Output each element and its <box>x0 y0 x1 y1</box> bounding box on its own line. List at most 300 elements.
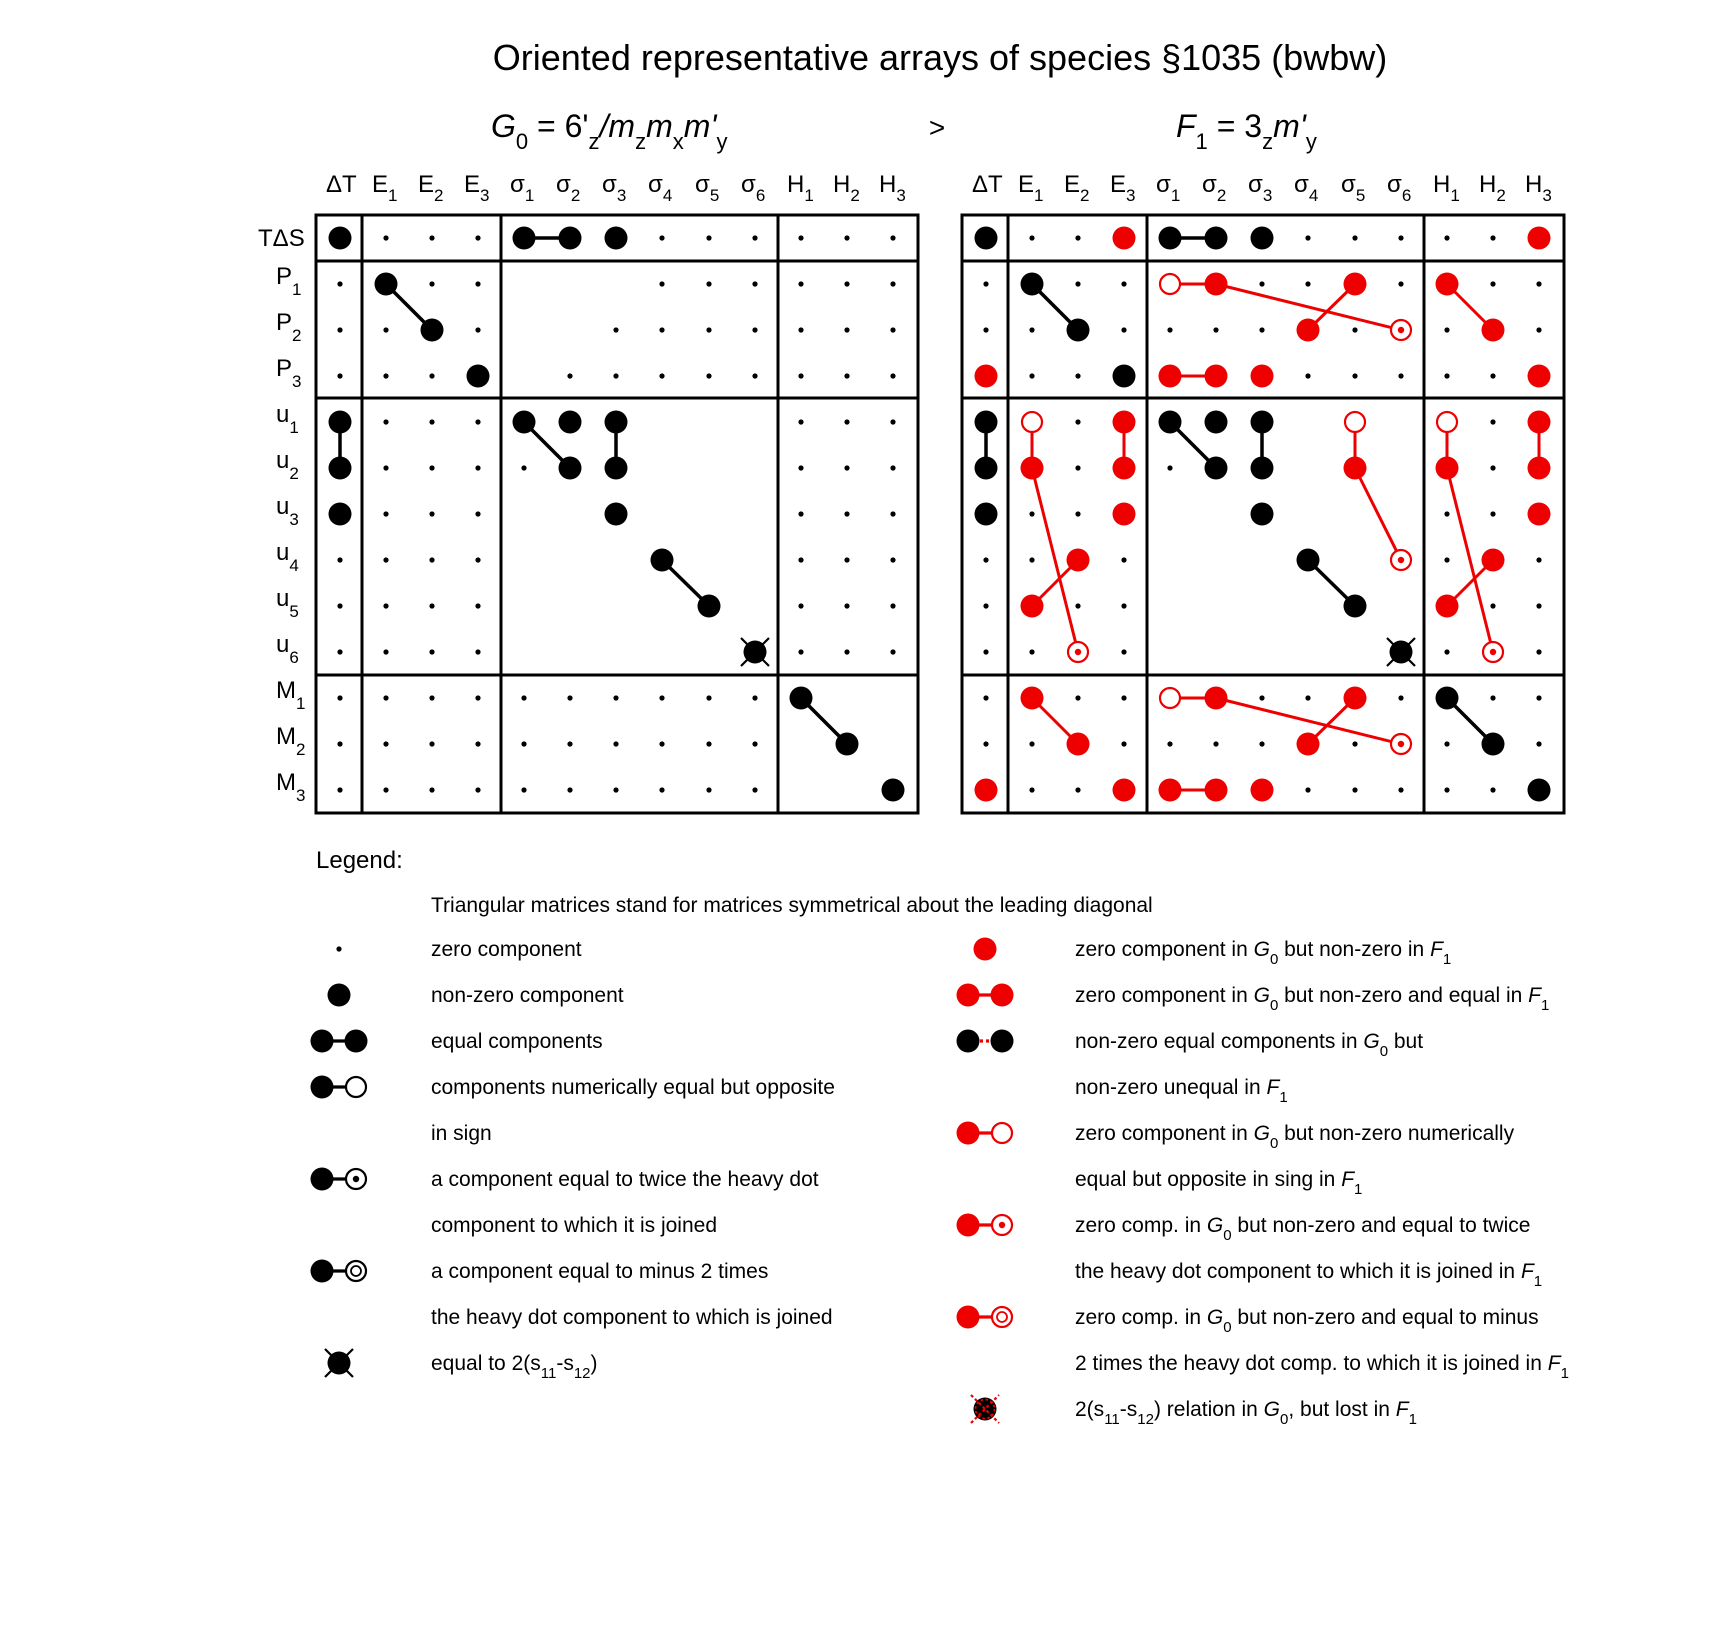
zero-component-dot <box>429 695 434 700</box>
zero-component-dot <box>383 465 388 470</box>
column-header-base: σ <box>556 171 571 198</box>
zero-component-dot <box>1536 741 1541 746</box>
mark-filled-circle <box>1205 227 1228 250</box>
legend-mark <box>957 1306 980 1329</box>
mark-small-dot <box>1213 741 1218 746</box>
mark-small-dot <box>475 557 480 562</box>
mark-small-dot <box>337 741 342 746</box>
mark-small-dot <box>1490 235 1495 240</box>
legend-subscript: 0 <box>1269 997 1279 1014</box>
mark-filled-circle <box>329 503 352 526</box>
column-header-subscript: 2 <box>1080 186 1090 205</box>
component-mark <box>605 411 628 434</box>
zero-component-dot <box>1444 373 1449 378</box>
mark-small-dot <box>383 557 388 562</box>
legend-text <box>1075 938 1451 968</box>
component-mark <box>1528 779 1551 802</box>
legend-subscript: 0 <box>1269 1135 1279 1152</box>
legend-run: equal to 2(s <box>431 1352 541 1375</box>
column-header <box>510 171 534 205</box>
column-header <box>648 171 672 205</box>
legend-run: the heavy dot component to which is joined <box>431 1306 833 1329</box>
mark-filled-circle <box>1159 227 1182 250</box>
row-label-base: u <box>276 447 290 474</box>
matrix-f1 <box>962 171 1564 813</box>
zero-component-dot <box>844 603 849 608</box>
row-label-subscript: 1 <box>289 418 299 437</box>
column-header-subscript: 2 <box>434 186 444 205</box>
legend-run: a component equal to minus 2 times <box>431 1260 769 1283</box>
mark-filled-circle <box>467 365 490 388</box>
mark-filled-circle <box>329 457 352 480</box>
zero-component-dot <box>521 465 526 470</box>
mark-small-dot <box>613 327 618 332</box>
mark-filled-circle <box>1436 457 1459 480</box>
component-mark <box>1344 273 1367 296</box>
legend-mark <box>346 1169 366 1189</box>
mark-small-dot <box>337 327 342 332</box>
mark-small-dot <box>1490 603 1495 608</box>
legend-subscript: 1 <box>1560 1365 1569 1382</box>
zero-component-dot <box>659 235 664 240</box>
component-mark <box>1205 227 1228 250</box>
legend-run: zero component <box>431 938 582 961</box>
mark-small-dot <box>1536 695 1541 700</box>
zero-component-dot <box>1536 649 1541 654</box>
zero-component-dot <box>890 649 895 654</box>
row-label <box>258 225 305 252</box>
mark-filled-circle <box>957 1030 980 1053</box>
legend-item <box>957 984 1550 1015</box>
mark-small-dot <box>1029 649 1034 654</box>
component-mark <box>1159 779 1182 802</box>
column-header-subscript: 1 <box>388 186 398 205</box>
legend-italic: G <box>1253 1122 1270 1145</box>
component-mark <box>1344 595 1367 618</box>
column-header-base: σ <box>741 171 756 198</box>
mark-filled-circle <box>1067 733 1090 756</box>
mark-small-dot <box>383 695 388 700</box>
mark-small-dot <box>475 649 480 654</box>
mark-small-dot <box>752 281 757 286</box>
mark-filled-circle <box>345 1030 368 1053</box>
mark-filled-circle <box>1251 779 1274 802</box>
component-mark <box>1483 642 1503 662</box>
mark-small-dot <box>1213 327 1218 332</box>
mark-small-dot <box>521 741 526 746</box>
zero-component-dot <box>429 281 434 286</box>
component-mark <box>741 638 769 666</box>
legend-item <box>957 1030 1424 1107</box>
zero-component-dot <box>752 327 757 332</box>
mark-small-dot <box>1075 235 1080 240</box>
row-label <box>276 263 301 299</box>
zero-component-dot <box>383 373 388 378</box>
column-header <box>879 171 906 205</box>
legend-mark <box>971 1395 999 1423</box>
mark-filled-circle <box>1297 319 1320 342</box>
zero-component-dot <box>1305 235 1310 240</box>
legend-italic: G <box>1206 1214 1224 1237</box>
mark-small-dot <box>1075 281 1080 286</box>
mark-small-dot <box>752 373 757 378</box>
legend-run: zero component in <box>1075 1122 1254 1145</box>
zero-component-dot <box>1029 511 1034 516</box>
component-mark <box>467 365 490 388</box>
mark-small-dot <box>844 327 849 332</box>
zero-component-dot <box>983 695 988 700</box>
legend-mark <box>957 1214 980 1237</box>
zero-component-dot <box>706 695 711 700</box>
mark-small-dot <box>475 235 480 240</box>
column-header-base: ΔT <box>972 171 1003 198</box>
legend-mark <box>328 984 351 1007</box>
mark-small-dot <box>1259 281 1264 286</box>
zero-component-dot <box>1352 741 1357 746</box>
zero-component-dot <box>1305 695 1310 700</box>
component-mark <box>1345 412 1365 432</box>
mark-small-dot <box>1167 327 1172 332</box>
zero-component-dot <box>383 787 388 792</box>
mark-filled-circle <box>1205 457 1228 480</box>
zero-component-dot <box>659 695 664 700</box>
zero-component-dot <box>798 419 803 424</box>
mark-small-dot <box>752 695 757 700</box>
group-subscript: y <box>716 129 728 154</box>
legend-run: but non-zero and equal to minus <box>1231 1306 1539 1329</box>
mark-filled-circle <box>1297 733 1320 756</box>
mark-small-dot <box>1352 327 1357 332</box>
legend-run: 2 times the heavy dot comp. to which it is joined in <box>1075 1352 1548 1375</box>
mark-small-dot <box>383 465 388 470</box>
mark-small-dot <box>659 741 664 746</box>
legend-text <box>431 1122 492 1145</box>
mark-filled-circle <box>311 1076 334 1099</box>
row-label-base: P <box>276 263 293 290</box>
column-header <box>1202 171 1226 205</box>
legend-run: zero component in <box>1075 984 1254 1007</box>
column-header-base: σ <box>648 171 663 198</box>
mark-filled-circle <box>605 457 628 480</box>
group-symbol-part: m' <box>683 108 717 144</box>
mark-small-dot <box>798 557 803 562</box>
legend-mark <box>991 1030 1014 1053</box>
column-header-base: H <box>833 171 851 198</box>
mark-small-dot <box>1398 281 1403 286</box>
legend-subscript: 1 <box>1354 1181 1363 1198</box>
zero-component-dot <box>983 327 988 332</box>
zero-component-dot <box>613 695 618 700</box>
mark-small-dot <box>1444 741 1449 746</box>
row-label-base: M <box>276 769 296 796</box>
component-mark <box>1387 638 1415 666</box>
column-header <box>1156 171 1180 205</box>
zero-component-dot <box>1444 327 1449 332</box>
zero-component-dot <box>706 235 711 240</box>
mark-small-dot <box>613 787 618 792</box>
zero-component-dot <box>1536 557 1541 562</box>
zero-component-dot <box>1213 741 1218 746</box>
legend-subscript: 1 <box>1442 951 1452 968</box>
component-mark <box>1113 503 1136 526</box>
matrix-links <box>340 238 847 744</box>
column-header <box>787 171 814 205</box>
mark-small-dot <box>844 373 849 378</box>
mark-filled-circle <box>1113 779 1136 802</box>
row-label <box>276 493 299 529</box>
legend-subscript: 11 <box>1104 1411 1120 1428</box>
mark-filled-circle <box>1021 457 1044 480</box>
legend-mark <box>311 1260 334 1283</box>
zero-component-dot <box>1075 603 1080 608</box>
component-mark <box>1251 365 1274 388</box>
column-header-base: H <box>1433 171 1451 198</box>
group-subscript: 0 <box>515 129 529 154</box>
zero-component-dot <box>1352 235 1357 240</box>
legend-text <box>1075 1214 1530 1244</box>
mark-small-dot <box>1029 741 1034 746</box>
mark-filled-circle <box>1159 365 1182 388</box>
component-mark <box>1205 457 1228 480</box>
legend-run: -s <box>1119 1398 1138 1421</box>
legend-run: ) <box>590 1352 598 1375</box>
mark-filled-circle <box>1251 457 1274 480</box>
mark-small-dot <box>1259 741 1264 746</box>
zero-component-dot <box>983 603 988 608</box>
mark-small-dot <box>1352 373 1357 378</box>
mark-small-dot <box>429 465 434 470</box>
legend-italic: G <box>1206 1306 1224 1329</box>
column-header-subscript: 2 <box>850 186 860 205</box>
legend-subscript: 1 <box>1533 1273 1543 1290</box>
mark-small-dot <box>1259 695 1264 700</box>
component-mark <box>1482 733 1505 756</box>
mark-small-dot <box>1305 373 1310 378</box>
zero-component-dot <box>890 235 895 240</box>
zero-component-dot <box>706 373 711 378</box>
mark-filled-circle <box>1436 687 1459 710</box>
group-symbol-part: /m <box>599 108 636 144</box>
legend-italic: G <box>1363 1030 1380 1053</box>
legend-item <box>957 1306 1569 1383</box>
mark-small-dot <box>890 557 895 562</box>
zero-component-dot <box>890 465 895 470</box>
mark-small-dot <box>475 787 480 792</box>
legend-item <box>957 1214 1543 1291</box>
zero-component-dot <box>429 419 434 424</box>
row-label <box>276 677 305 713</box>
mark-filled-circle <box>1159 779 1182 802</box>
component-mark <box>1437 412 1457 432</box>
legend-mark <box>992 1123 1012 1143</box>
zero-component-dot <box>337 373 342 378</box>
zero-component-dot <box>1029 373 1034 378</box>
zero-component-dot <box>429 603 434 608</box>
legend-text <box>1075 1398 1417 1428</box>
legend-subscript: 1 <box>1408 1411 1417 1428</box>
mark-small-dot <box>1536 603 1541 608</box>
column-header-subscript: 5 <box>709 186 720 205</box>
mark-filled-circle <box>1113 365 1136 388</box>
mark-small-dot <box>1167 465 1172 470</box>
mark-small-dot <box>1444 649 1449 654</box>
mark-small-dot <box>429 695 434 700</box>
component-mark <box>1297 549 1320 572</box>
zero-component-dot <box>798 281 803 286</box>
column-header-base: E <box>372 171 389 198</box>
zero-component-dot <box>844 235 849 240</box>
legend-text <box>1075 984 1549 1014</box>
zero-component-dot <box>1075 373 1080 378</box>
mark-small-dot <box>1398 373 1403 378</box>
zero-component-dot <box>383 419 388 424</box>
zero-component-dot <box>659 281 664 286</box>
mark-filled-circle <box>1113 227 1136 250</box>
column-header <box>372 171 397 205</box>
mark-small-dot <box>1305 235 1310 240</box>
mark-filled-circle <box>605 227 628 250</box>
zero-component-dot <box>337 281 342 286</box>
legend-mark <box>311 1168 334 1191</box>
legend-subscript: 0 <box>1269 951 1279 968</box>
mark-small-dot <box>337 373 342 378</box>
component-mark <box>1067 549 1090 572</box>
group-subscript: z <box>1262 129 1274 154</box>
row-label <box>276 631 299 667</box>
mark-small-dot <box>659 327 664 332</box>
zero-component-dot <box>1490 281 1495 286</box>
mark-small-dot <box>844 419 849 424</box>
mark-small-dot <box>613 695 618 700</box>
zero-component-dot <box>983 557 988 562</box>
mark-small-dot <box>844 511 849 516</box>
column-header-base: E <box>1064 171 1081 198</box>
mark-filled-circle <box>974 938 997 961</box>
column-header-subscript: 4 <box>1308 186 1319 205</box>
legend-italic: G <box>1253 938 1270 961</box>
mark-small-dot <box>1352 741 1357 746</box>
zero-component-dot <box>475 465 480 470</box>
mark-filled-circle <box>1344 273 1367 296</box>
zero-component-dot <box>1121 281 1126 286</box>
mark-small-dot <box>798 373 803 378</box>
mark-filled-circle <box>311 1030 334 1053</box>
legend-text <box>1075 1122 1515 1152</box>
mark-small-dot <box>1075 787 1080 792</box>
mark-small-dot <box>383 649 388 654</box>
column-header-subscript: 5 <box>1355 186 1366 205</box>
legend-mark <box>974 938 997 961</box>
legend-run: , but lost in <box>1288 1398 1396 1421</box>
zero-component-dot <box>1490 511 1495 516</box>
row-labels <box>258 225 305 805</box>
legend-italic: F <box>1395 1398 1409 1421</box>
legend-run: ) relation in <box>1153 1398 1264 1421</box>
mark-small-dot <box>383 373 388 378</box>
legend-mark <box>957 1030 980 1053</box>
zero-component-dot <box>429 511 434 516</box>
mark-small-dot <box>337 649 342 654</box>
figure-title: Oriented representative arrays of species §1035 (bwbw) <box>492 37 1388 78</box>
zero-component-dot <box>1075 787 1080 792</box>
mark-small-dot <box>890 235 895 240</box>
mark-filled-circle <box>1113 457 1136 480</box>
legend-subscript: 1 <box>1279 1089 1288 1106</box>
legend-run: but non-zero and equal to twice <box>1231 1214 1531 1237</box>
mark-small-dot <box>475 603 480 608</box>
group-subscript: 1 <box>1195 129 1208 154</box>
zero-component-dot <box>429 649 434 654</box>
zero-component-dot <box>1536 695 1541 700</box>
zero-component-dot <box>1259 281 1264 286</box>
mark-small-dot <box>613 741 618 746</box>
zero-component-dot <box>613 741 618 746</box>
mark-open-circle <box>346 1077 366 1097</box>
mark-small-dot <box>1352 235 1357 240</box>
mark-small-dot <box>1490 511 1495 516</box>
group-symbol-text <box>491 108 727 154</box>
component-mark <box>975 779 998 802</box>
legend-italic: F <box>1341 1168 1355 1191</box>
component-mark <box>1528 227 1551 250</box>
zero-component-dot <box>613 327 618 332</box>
mark-small-dot <box>798 465 803 470</box>
mark-small-dot <box>983 695 988 700</box>
column-header-base: σ <box>1341 171 1356 198</box>
component-mark <box>559 411 582 434</box>
legend-item <box>974 938 1452 969</box>
zero-component-dot <box>337 327 342 332</box>
zero-component-dot <box>337 787 342 792</box>
column-header-subscript: 2 <box>570 186 581 205</box>
component-mark <box>605 457 628 480</box>
component-mark <box>1528 411 1551 434</box>
zero-component-dot <box>798 511 803 516</box>
component-mark <box>1391 320 1411 340</box>
column-header-base: σ <box>695 171 710 198</box>
column-header-subscript: 1 <box>1170 186 1181 205</box>
zero-component-dot <box>429 557 434 562</box>
column-header-base: σ <box>1156 171 1171 198</box>
row-label-base: TΔS <box>258 225 305 252</box>
mark-filled-circle <box>1205 273 1228 296</box>
column-header-subscript: 3 <box>896 186 906 205</box>
mark-small-dot <box>429 603 434 608</box>
zero-component-dot <box>1075 465 1080 470</box>
mark-small-dot <box>1536 327 1541 332</box>
mark-small-dot <box>383 741 388 746</box>
component-mark <box>1344 687 1367 710</box>
mark-small-dot <box>567 787 572 792</box>
component-mark <box>1021 457 1044 480</box>
column-header <box>1341 171 1365 205</box>
component-mark <box>1297 733 1320 756</box>
row-label <box>276 401 299 437</box>
mark-small-dot <box>983 649 988 654</box>
legend-run: in sign <box>431 1122 492 1145</box>
mark-small-dot <box>659 373 664 378</box>
zero-component-dot <box>798 327 803 332</box>
mark-filled-circle <box>1251 227 1274 250</box>
column-header <box>556 171 580 205</box>
zero-component-dot <box>475 281 480 286</box>
mark-center-dot <box>353 1176 359 1182</box>
component-mark <box>1436 687 1459 710</box>
mark-filled-circle <box>311 1168 334 1191</box>
legend-italic: F <box>1547 1352 1561 1375</box>
mark-filled-circle <box>1021 687 1044 710</box>
mark-filled-circle <box>1344 687 1367 710</box>
